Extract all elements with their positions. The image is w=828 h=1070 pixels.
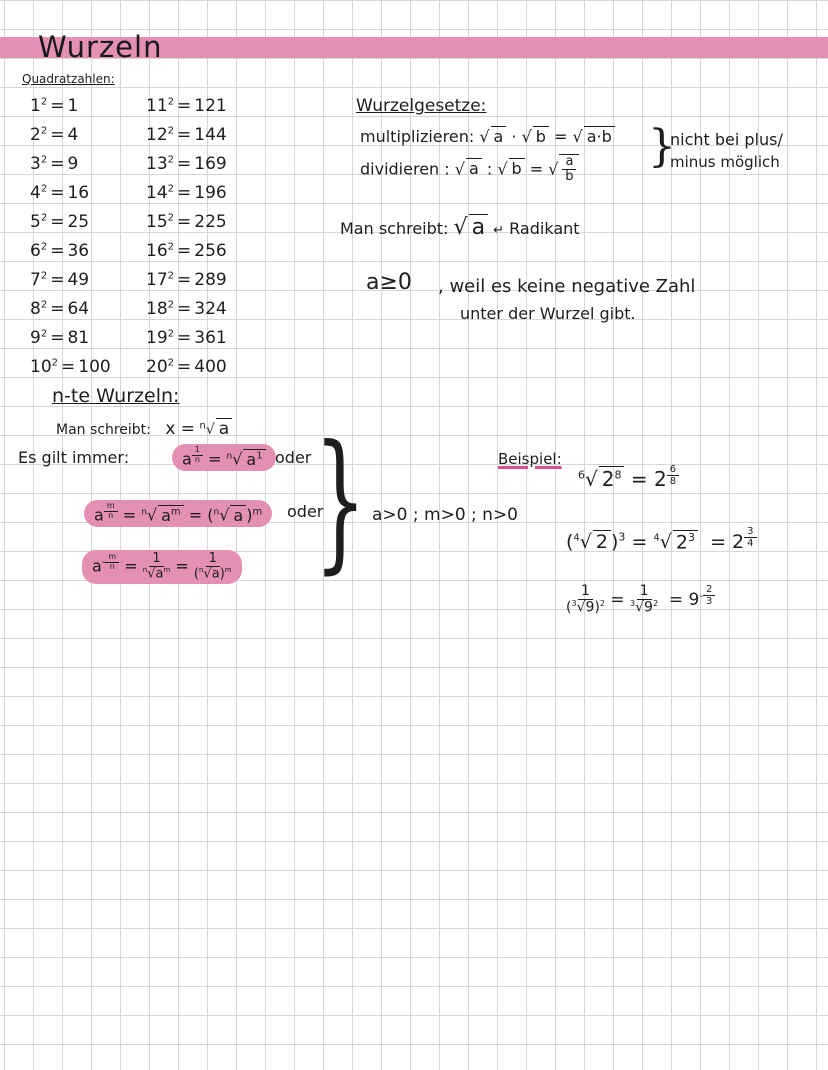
nth-a: a: [216, 418, 232, 439]
square-equals: =: [50, 212, 65, 232]
rule-2: a $^{\frac{m}{n}}$ = $^n$√ $a^m = (^n√$ a )$^m$: [84, 500, 272, 527]
nth-heading: n-te Wurzeln:: [52, 385, 180, 407]
square-value: 9: [67, 154, 79, 174]
square-equals: =: [177, 270, 192, 290]
square-base: 6: [30, 241, 41, 261]
square-row: [146, 270, 227, 290]
square-row: [146, 154, 227, 174]
square-equals: =: [177, 183, 192, 203]
square-exponent: 2: [167, 270, 175, 282]
laws-brace: }: [648, 121, 676, 172]
square-row: [30, 154, 78, 174]
square-base: 7: [30, 270, 41, 290]
square-row: [146, 357, 227, 377]
square-row: [30, 96, 78, 116]
law-mult-b: b: [533, 126, 549, 146]
law-divide-label: dividieren :: [360, 159, 450, 179]
square-row: [146, 328, 227, 348]
square-base: 15: [146, 212, 168, 232]
radicand-prefix: Man schreibt:: [340, 219, 449, 238]
square-value: 256: [194, 241, 227, 261]
square-equals: =: [50, 154, 65, 174]
nth-man-schreibt-label: Man schreibt:: [56, 422, 151, 438]
square-exponent: 2: [40, 154, 48, 166]
nth-man-schreibt: Man schreibt: x = $^n$√ a: [56, 418, 232, 439]
square-row: [146, 212, 227, 232]
rule-1: a $^{\frac{1}{n}}$ = $^n$√ $a^1$: [172, 444, 276, 471]
square-base: 10: [30, 357, 52, 377]
square-exponent: 2: [167, 241, 175, 253]
square-value: 361: [194, 328, 227, 348]
square-row: [146, 125, 227, 145]
square-base: 11: [146, 96, 168, 116]
square-equals: =: [177, 125, 192, 145]
condition-line-1: , weil es keine negative Zahl: [438, 276, 696, 297]
oder-2: oder: [287, 502, 324, 521]
nth-x-expr: x =: [165, 419, 196, 439]
laws-note-2: minus möglich: [670, 153, 780, 171]
square-exponent: 2: [40, 241, 48, 253]
square-base: 5: [30, 212, 41, 232]
radicand-a: a: [469, 214, 488, 240]
square-base: 18: [146, 299, 168, 319]
square-exponent: 2: [167, 96, 175, 108]
square-row: [30, 183, 89, 203]
square-base: 2: [30, 125, 41, 145]
square-base: 3: [30, 154, 41, 174]
square-value: 289: [194, 270, 227, 290]
square-equals: =: [50, 270, 65, 290]
oder-1: oder: [275, 448, 312, 467]
condition-line-2: unter der Wurzel gibt.: [460, 304, 636, 323]
example-1: $^6$√ $2^8 = 2$ $^{\frac{6}{8}}$: [578, 464, 679, 491]
square-base: 9: [30, 328, 41, 348]
square-value: 81: [67, 328, 90, 348]
square-value: 4: [67, 125, 79, 145]
square-exponent: 2: [167, 154, 175, 166]
square-exponent: 2: [167, 328, 175, 340]
law-div-frac-a: a: [562, 155, 576, 170]
square-exponent: 2: [167, 299, 175, 311]
square-equals: =: [50, 96, 65, 116]
laws-note-1: nicht bei plus/: [670, 130, 783, 149]
square-exponent: 2: [40, 96, 48, 108]
square-row: [146, 299, 227, 319]
square-equals: =: [50, 183, 65, 203]
law-mult-ab: a·b: [584, 126, 615, 146]
square-value: 1: [67, 96, 79, 116]
square-value: 144: [194, 125, 227, 145]
square-exponent: 2: [167, 183, 175, 195]
law-mult-a: a: [491, 126, 507, 146]
square-exponent: 2: [167, 212, 175, 224]
square-base: 12: [146, 125, 168, 145]
square-value: 225: [194, 212, 227, 232]
square-equals: =: [50, 125, 65, 145]
square-exponent: 2: [40, 212, 48, 224]
law-div-b: b: [509, 158, 525, 178]
example-heading: Beispiel:: [498, 450, 562, 468]
example-3: $\frac{1}{(^3√9)^2}$ = $\frac{1}{^3√9^2}$ = $9^{- \frac{2}{3}}$: [566, 584, 715, 616]
square-value: 196: [194, 183, 227, 203]
square-row: [30, 212, 89, 232]
square-value: 169: [194, 154, 227, 174]
nth-index: n: [199, 420, 206, 432]
square-value: 100: [78, 357, 111, 377]
square-exponent: 2: [167, 125, 175, 137]
square-exponent: 2: [40, 270, 48, 282]
square-equals: =: [177, 154, 192, 174]
square-equals: =: [177, 241, 192, 261]
rule-1-base: a: [182, 449, 192, 469]
square-row: [30, 270, 89, 290]
squares-heading: Quadratzahlen:: [22, 72, 115, 86]
square-base: 20: [146, 357, 168, 377]
square-exponent: 2: [40, 183, 48, 195]
square-base: 1: [30, 96, 41, 116]
square-base: 19: [146, 328, 168, 348]
square-equals: =: [177, 357, 192, 377]
square-row: [30, 125, 78, 145]
square-row: [30, 357, 111, 377]
square-base: 16: [146, 241, 168, 261]
es-gilt-label: Es gilt immer:: [18, 448, 130, 467]
example-2: ($^4$√ 2 )$^3$ = $^4$√ $2^3 = 2$ $^{\frac{3}{4}}$: [566, 526, 757, 553]
law-div-a: a: [466, 158, 482, 178]
law-divide: dividieren : √ a : √ b = √ $\frac{a}{b}$: [360, 154, 579, 185]
square-exponent: 2: [40, 328, 48, 340]
square-value: 36: [67, 241, 90, 261]
square-base: 4: [30, 183, 41, 203]
rule-3: $a^{- \frac{m}{n}}$ = $\frac{1}{^n√a^m}$ = $\frac{1}{(^n√a)^m}$: [82, 550, 242, 584]
square-row: [30, 241, 89, 261]
square-exponent: 2: [40, 299, 48, 311]
condition-expr: a≥0: [366, 270, 412, 295]
square-base: 8: [30, 299, 41, 319]
square-equals: =: [177, 299, 192, 319]
square-value: 64: [67, 299, 90, 319]
page-title: Wurzeln: [38, 30, 163, 64]
square-equals: =: [50, 299, 65, 319]
square-row: [146, 96, 227, 116]
rules-brace: }: [314, 414, 367, 588]
square-equals: =: [177, 328, 192, 348]
square-row: [30, 299, 89, 319]
square-value: 400: [194, 357, 227, 377]
law-multiply-label: multiplizieren:: [360, 127, 475, 146]
square-value: 324: [194, 299, 227, 319]
square-equals: =: [61, 357, 76, 377]
square-equals: =: [50, 241, 65, 261]
square-equals: =: [177, 96, 192, 116]
square-value: 25: [67, 212, 90, 232]
nth-conditions: a>0 ; m>0 ; n>0: [372, 505, 519, 525]
square-value: 16: [67, 183, 90, 203]
square-equals: =: [50, 328, 65, 348]
square-base: 13: [146, 154, 168, 174]
square-exponent: 2: [51, 357, 59, 369]
square-equals: =: [177, 212, 192, 232]
law-multiply: multiplizieren: √ a · √ b = √ a·b: [360, 126, 615, 146]
square-exponent: 2: [167, 357, 175, 369]
radicand-line: Man schreibt: √ a ↵ Radikant: [340, 215, 580, 240]
square-row: [30, 328, 89, 348]
law-div-frac-b: b: [565, 169, 574, 185]
square-row: [146, 183, 227, 203]
square-value: 121: [194, 96, 227, 116]
square-base: 14: [146, 183, 168, 203]
radicand-label: Radikant: [509, 219, 580, 238]
square-base: 17: [146, 270, 168, 290]
square-value: 49: [67, 270, 90, 290]
square-exponent: 2: [40, 125, 48, 137]
square-row: [146, 241, 227, 261]
laws-heading: Wurzelgesetze:: [356, 96, 487, 116]
